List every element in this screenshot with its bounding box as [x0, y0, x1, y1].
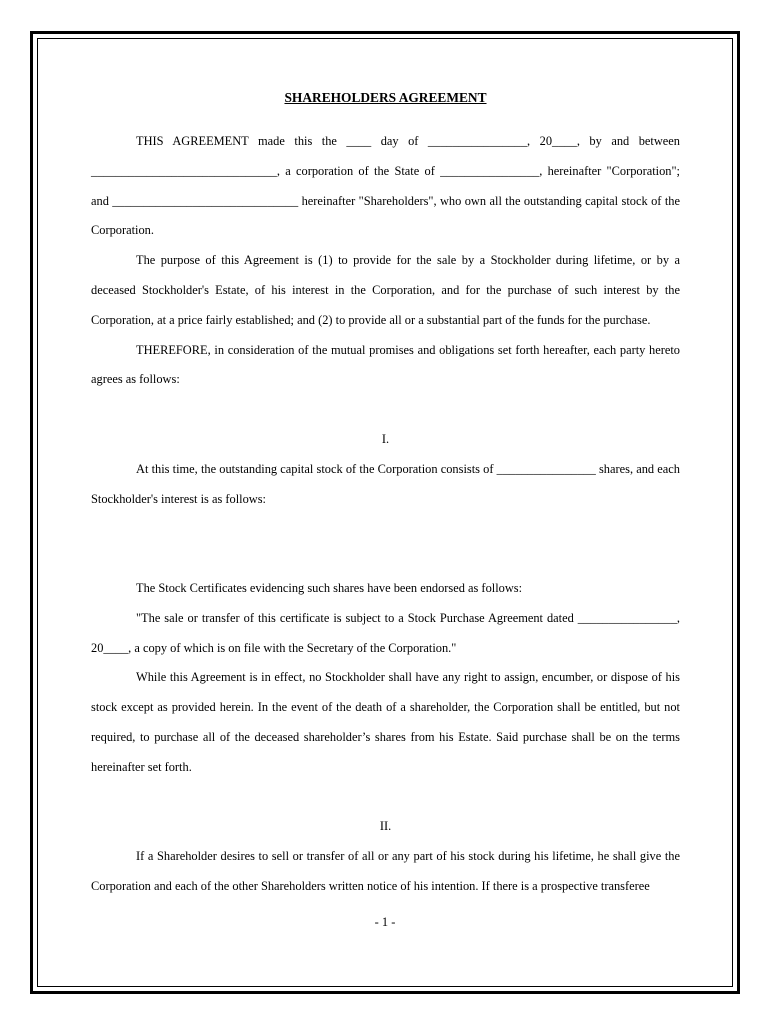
paragraph-parties: THIS AGREEMENT made this the ____ day of ________________, 20____, by and between ______________________________, a corporation of the State of ________________, hereinafter "Corporation"; and ______________________________ hereinafter "Shareholders", who own all the outstanding capital stock of the Corporation.	[91, 134, 680, 238]
paragraph-purpose: The purpose of this Agreement is (1) to provide for the sale by a Stockholder during lifetime, or by a deceased Stockholder's Estate, of his interest in the Corporation, and for the purchase of such interest by the Corporation, at a price fairly established; and (2) to provide all or a substantial part of the funds for the purchase.	[91, 253, 680, 327]
paragraph-therefore: THEREFORE, in consideration of the mutual promises and obligations set forth hereafter, each party hereto agrees as follows:	[91, 342, 680, 387]
page-number: - 1 -	[374, 915, 396, 929]
section-heading-2: II.	[379, 819, 392, 834]
document-title: SHAREHOLDERS AGREEMENT	[284, 90, 487, 105]
document-body	[91, 90, 680, 902]
paragraph-lifetime-sale: If a Shareholder desires to sell or transfer of all or any part of his stock during his lifetime, he shall give the Corporation and each of the other Shareholders written notice of his intention. If there is a prospective transferee	[91, 849, 680, 893]
section-heading-1: I.	[381, 431, 390, 446]
paragraph-transfer-restriction: While this Agreement is in effect, no Stockholder shall have any right to assign, encumber, or dispose of his stock except as provided herein. In the event of the death of a shareholder, the Corporation shall be entitled, but not required, to purchase all of the deceased shareholder’s shares from his Estate. Said purchase shall be on the terms hereinafter set forth.	[91, 670, 680, 774]
paragraph-legend-quote: "The sale or transfer of this certificate is subject to a Stock Purchase Agreement dated ________________, 20____, a copy of which is on file with the Secretary of the Corporation."	[91, 610, 680, 655]
paragraph-capital-stock: At this time, the outstanding capital stock of the Corporation consists of ________________ shares, and each Stockholder's interest is as follows:	[91, 461, 680, 506]
paragraph-endorsement: The Stock Certificates evidencing such shares have been endorsed as follows:	[136, 580, 523, 595]
